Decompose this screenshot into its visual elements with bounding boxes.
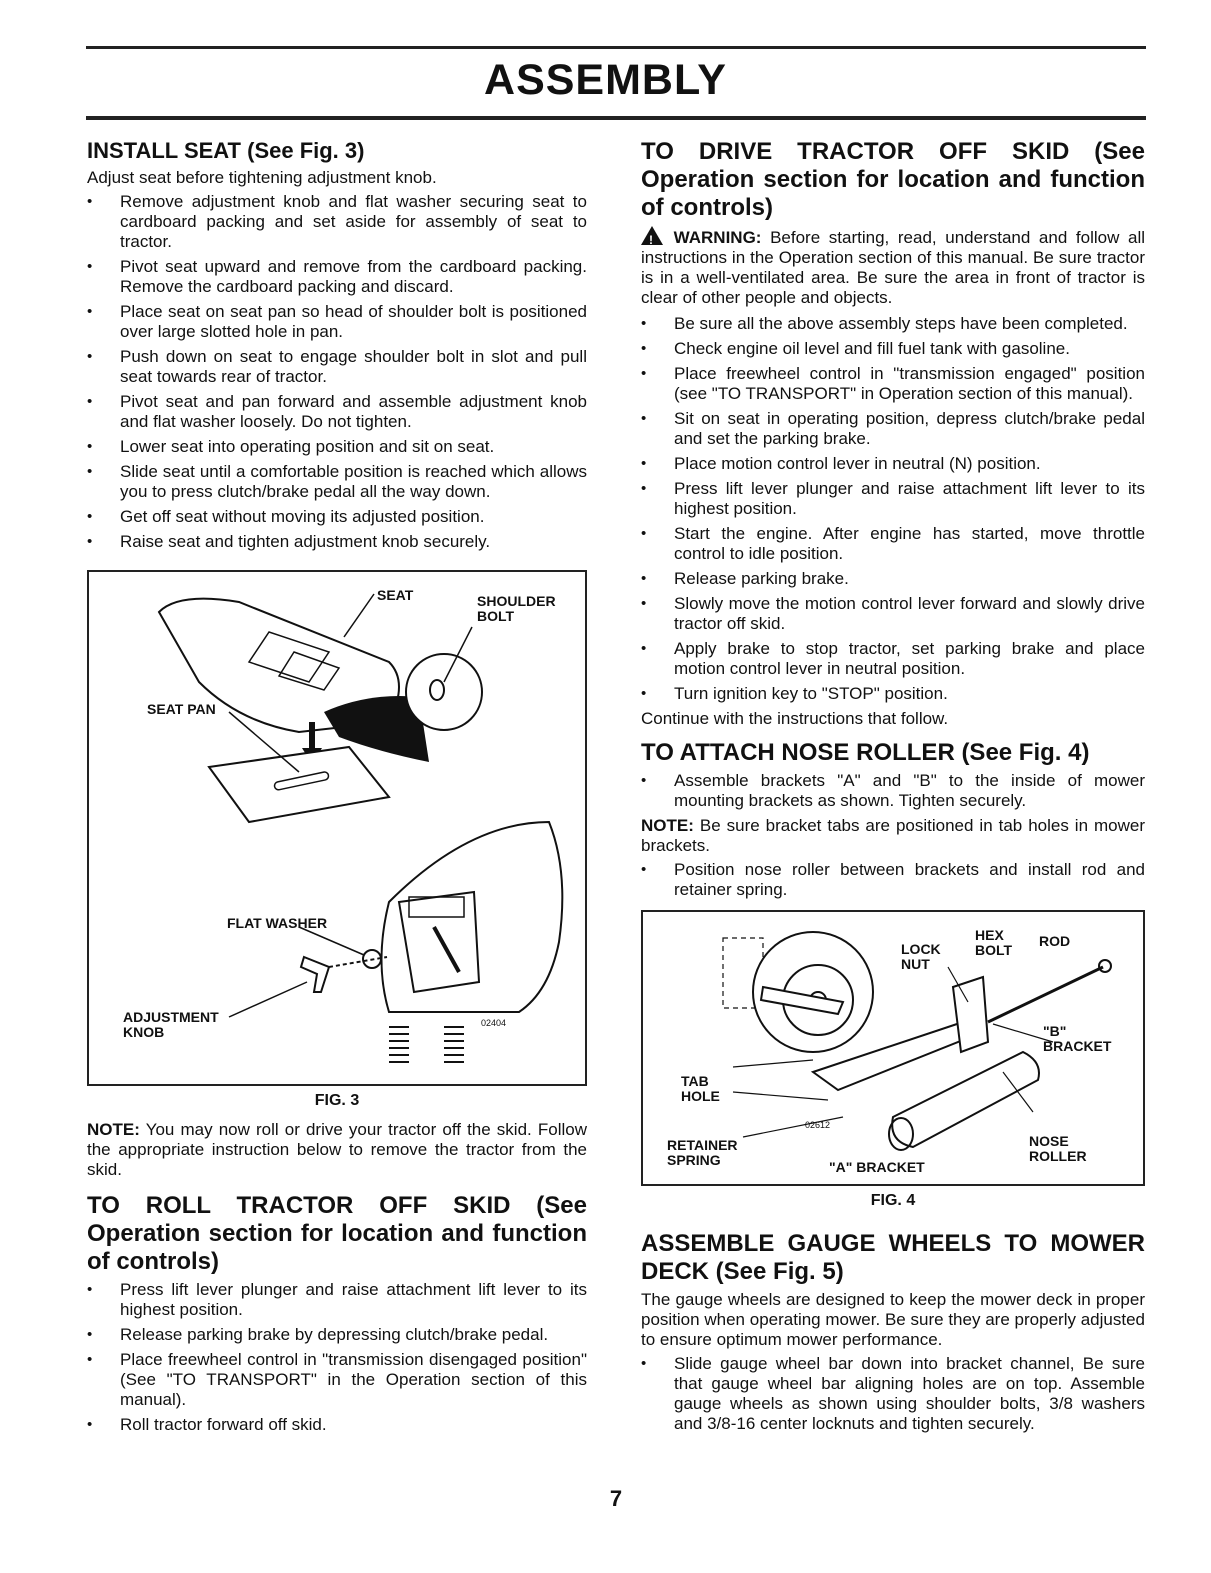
- label-nose-roller: NOSE ROLLER: [1029, 1133, 1087, 1164]
- nose-roller-note: [641, 816, 1145, 856]
- list-item: • Roll tractor forward off skid.: [87, 1415, 587, 1435]
- warning-text: Before starting, read, understand and follow all instructions in the Operation section of this manual. Be sure tractor is in a well-ventilated area. Be sure the area in front of tractor is clear of other people and objects.: [641, 228, 1145, 307]
- list-item: • Place freewheel control in "transmission engaged" position (see "TO TRANSPORT" in Operation section of this manual).: [641, 364, 1145, 404]
- label-flat-washer: FLAT WASHER: [227, 915, 328, 931]
- label-lock-nut: LOCK NUT: [901, 941, 941, 972]
- list-item: • Position nose roller between brackets and install rod and retainer spring.: [641, 860, 1145, 900]
- list-item: • Slide seat until a comfortable position is reached which allows you to press clutch/brake pedal all the way down.: [87, 462, 587, 502]
- list-item: • Place seat on seat pan so head of shoulder bolt is positioned over large slotted hole in pan.: [87, 302, 587, 342]
- list-item: • Start the engine. After engine has started, move throttle control to idle position.: [641, 524, 1145, 564]
- list-item: • Place motion control lever in neutral (N) position.: [641, 454, 1145, 474]
- list-item: • Place freewheel control in "transmission disengaged position" (See "TO TRANSPORT" in the Operation section of this manual).: [87, 1350, 587, 1410]
- note-text: Be sure bracket tabs are positioned in tab holes in mower brackets.: [641, 816, 1145, 855]
- label-shoulder-bolt: SHOULDER BOLT: [477, 593, 556, 624]
- label-retainer-spring: RETAINER SPRING: [667, 1137, 738, 1168]
- page-number: 7: [609, 1486, 623, 1511]
- list-item: • Slowly move the motion control lever forward and slowly drive tractor off skid.: [641, 594, 1145, 634]
- drive-off-list: [641, 314, 1145, 704]
- list-item: • Push down on seat to engage shoulder bolt in slot and pull seat towards rear of tractor.: [87, 347, 587, 387]
- left-column: [87, 138, 587, 1440]
- install-seat-intro: Adjust seat before tightening adjustment knob.: [87, 168, 437, 187]
- label-a-bracket: "A" BRACKET: [829, 1159, 925, 1175]
- list-item: • Assemble brackets "A" and "B" to the inside of mower mounting brackets as shown. Tighten securely.: [641, 771, 1145, 811]
- seat-assembly-illustration: [89, 572, 585, 1080]
- roll-off-heading: TO ROLL TRACTOR OFF SKID (See Operation section for location and function of controls): [87, 1192, 587, 1275]
- header-rule-top: [86, 46, 1146, 49]
- list-item: • Turn ignition key to "STOP" position.: [641, 684, 1145, 704]
- gauge-wheels-list: [641, 1354, 1145, 1434]
- drive-off-warning: [641, 226, 1145, 308]
- gauge-wheels-heading: ASSEMBLE GAUGE WHEELS TO MOWER DECK (See Fig. 5): [641, 1230, 1145, 1285]
- list-item: • Sit on seat in operating position, depress clutch/brake pedal and set the parking brake.: [641, 409, 1145, 449]
- list-item: • Press lift lever plunger and raise attachment lift lever to its highest position.: [641, 479, 1145, 519]
- list-item: • Remove adjustment knob and flat washer securing seat to cardboard packing and set aside for assembly of seat to tractor.: [87, 192, 587, 252]
- nose-roller-list-2: [641, 860, 1145, 900]
- fig4-caption: FIG. 4: [870, 1192, 916, 1209]
- nose-roller-heading: TO ATTACH NOSE ROLLER (See Fig. 4): [641, 739, 1090, 766]
- note-label: NOTE:: [641, 816, 694, 835]
- list-item: • Release parking brake.: [641, 569, 1145, 589]
- warning-label: WARNING:: [673, 228, 762, 247]
- part-code: 02404: [481, 1018, 507, 1028]
- warning-icon: !: [641, 226, 663, 245]
- drive-off-heading: TO DRIVE TRACTOR OFF SKID (See Operation section for location and function of controls): [641, 138, 1145, 221]
- fig3-caption: FIG. 3: [314, 1092, 360, 1109]
- right-column: [641, 138, 1145, 1439]
- list-item: • Pivot seat upward and remove from the cardboard packing. Remove the cardboard packing and discard.: [87, 257, 587, 297]
- list-item: • Check engine oil level and fill fuel tank with gasoline.: [641, 339, 1145, 359]
- list-item: • Get off seat without moving its adjusted position.: [87, 507, 587, 527]
- roll-off-list: [87, 1280, 587, 1435]
- list-item: • Apply brake to stop tractor, set parking brake and place motion control lever in neutral position.: [641, 639, 1145, 679]
- label-seat: SEAT: [377, 587, 414, 603]
- page-title: ASSEMBLY: [484, 56, 727, 104]
- list-item: • Release parking brake by depressing clutch/brake pedal.: [87, 1325, 587, 1345]
- note-text: You may now roll or drive your tractor off the skid. Follow the appropriate instruction below to remove the tractor from the skid.: [87, 1120, 587, 1179]
- list-item: • Pivot seat and pan forward and assemble adjustment knob and flat washer loosely. Do not tighten.: [87, 392, 587, 432]
- drive-off-outro: Continue with the instructions that follow.: [641, 709, 949, 728]
- label-hex-bolt: HEX BOLT: [975, 927, 1013, 958]
- header-rule-bottom: [86, 116, 1146, 120]
- nose-roller-list: [641, 771, 1145, 811]
- label-seat-pan: SEAT PAN: [147, 701, 216, 717]
- label-adjustment-knob: ADJUSTMENT KNOB: [123, 1009, 219, 1040]
- install-seat-heading: INSTALL SEAT (See Fig. 3): [87, 138, 365, 163]
- list-item: • Be sure all the above assembly steps have been completed.: [641, 314, 1145, 334]
- label-tab-hole: TAB HOLE: [681, 1073, 720, 1104]
- note-label: NOTE:: [87, 1120, 140, 1139]
- label-rod: ROD: [1039, 933, 1071, 949]
- fig3-figure: [87, 570, 587, 1086]
- list-item: • Press lift lever plunger and raise attachment lift lever to its highest position.: [87, 1280, 587, 1320]
- part-code: 02612: [805, 1120, 831, 1130]
- fig4-figure: [641, 910, 1145, 1186]
- list-item: • Raise seat and tighten adjustment knob securely.: [87, 532, 587, 552]
- label-b-bracket: "B" BRACKET: [1043, 1023, 1112, 1054]
- install-seat-list: [87, 192, 587, 552]
- list-item: • Lower seat into operating position and sit on seat.: [87, 437, 587, 457]
- note-skid: [87, 1120, 587, 1180]
- gauge-wheels-intro: The gauge wheels are designed to keep the mower deck in proper position when operating mower. Be sure they are properly adjusted to ensure optimum mower performance.: [641, 1290, 1145, 1349]
- list-item: • Slide gauge wheel bar down into bracket channel, Be sure that gauge wheel bar aligning holes are on top. Assemble gauge wheels as shown using shoulder bolts, 3/8 washers and 3/8-16 center locknuts and tighten securely.: [641, 1354, 1145, 1434]
